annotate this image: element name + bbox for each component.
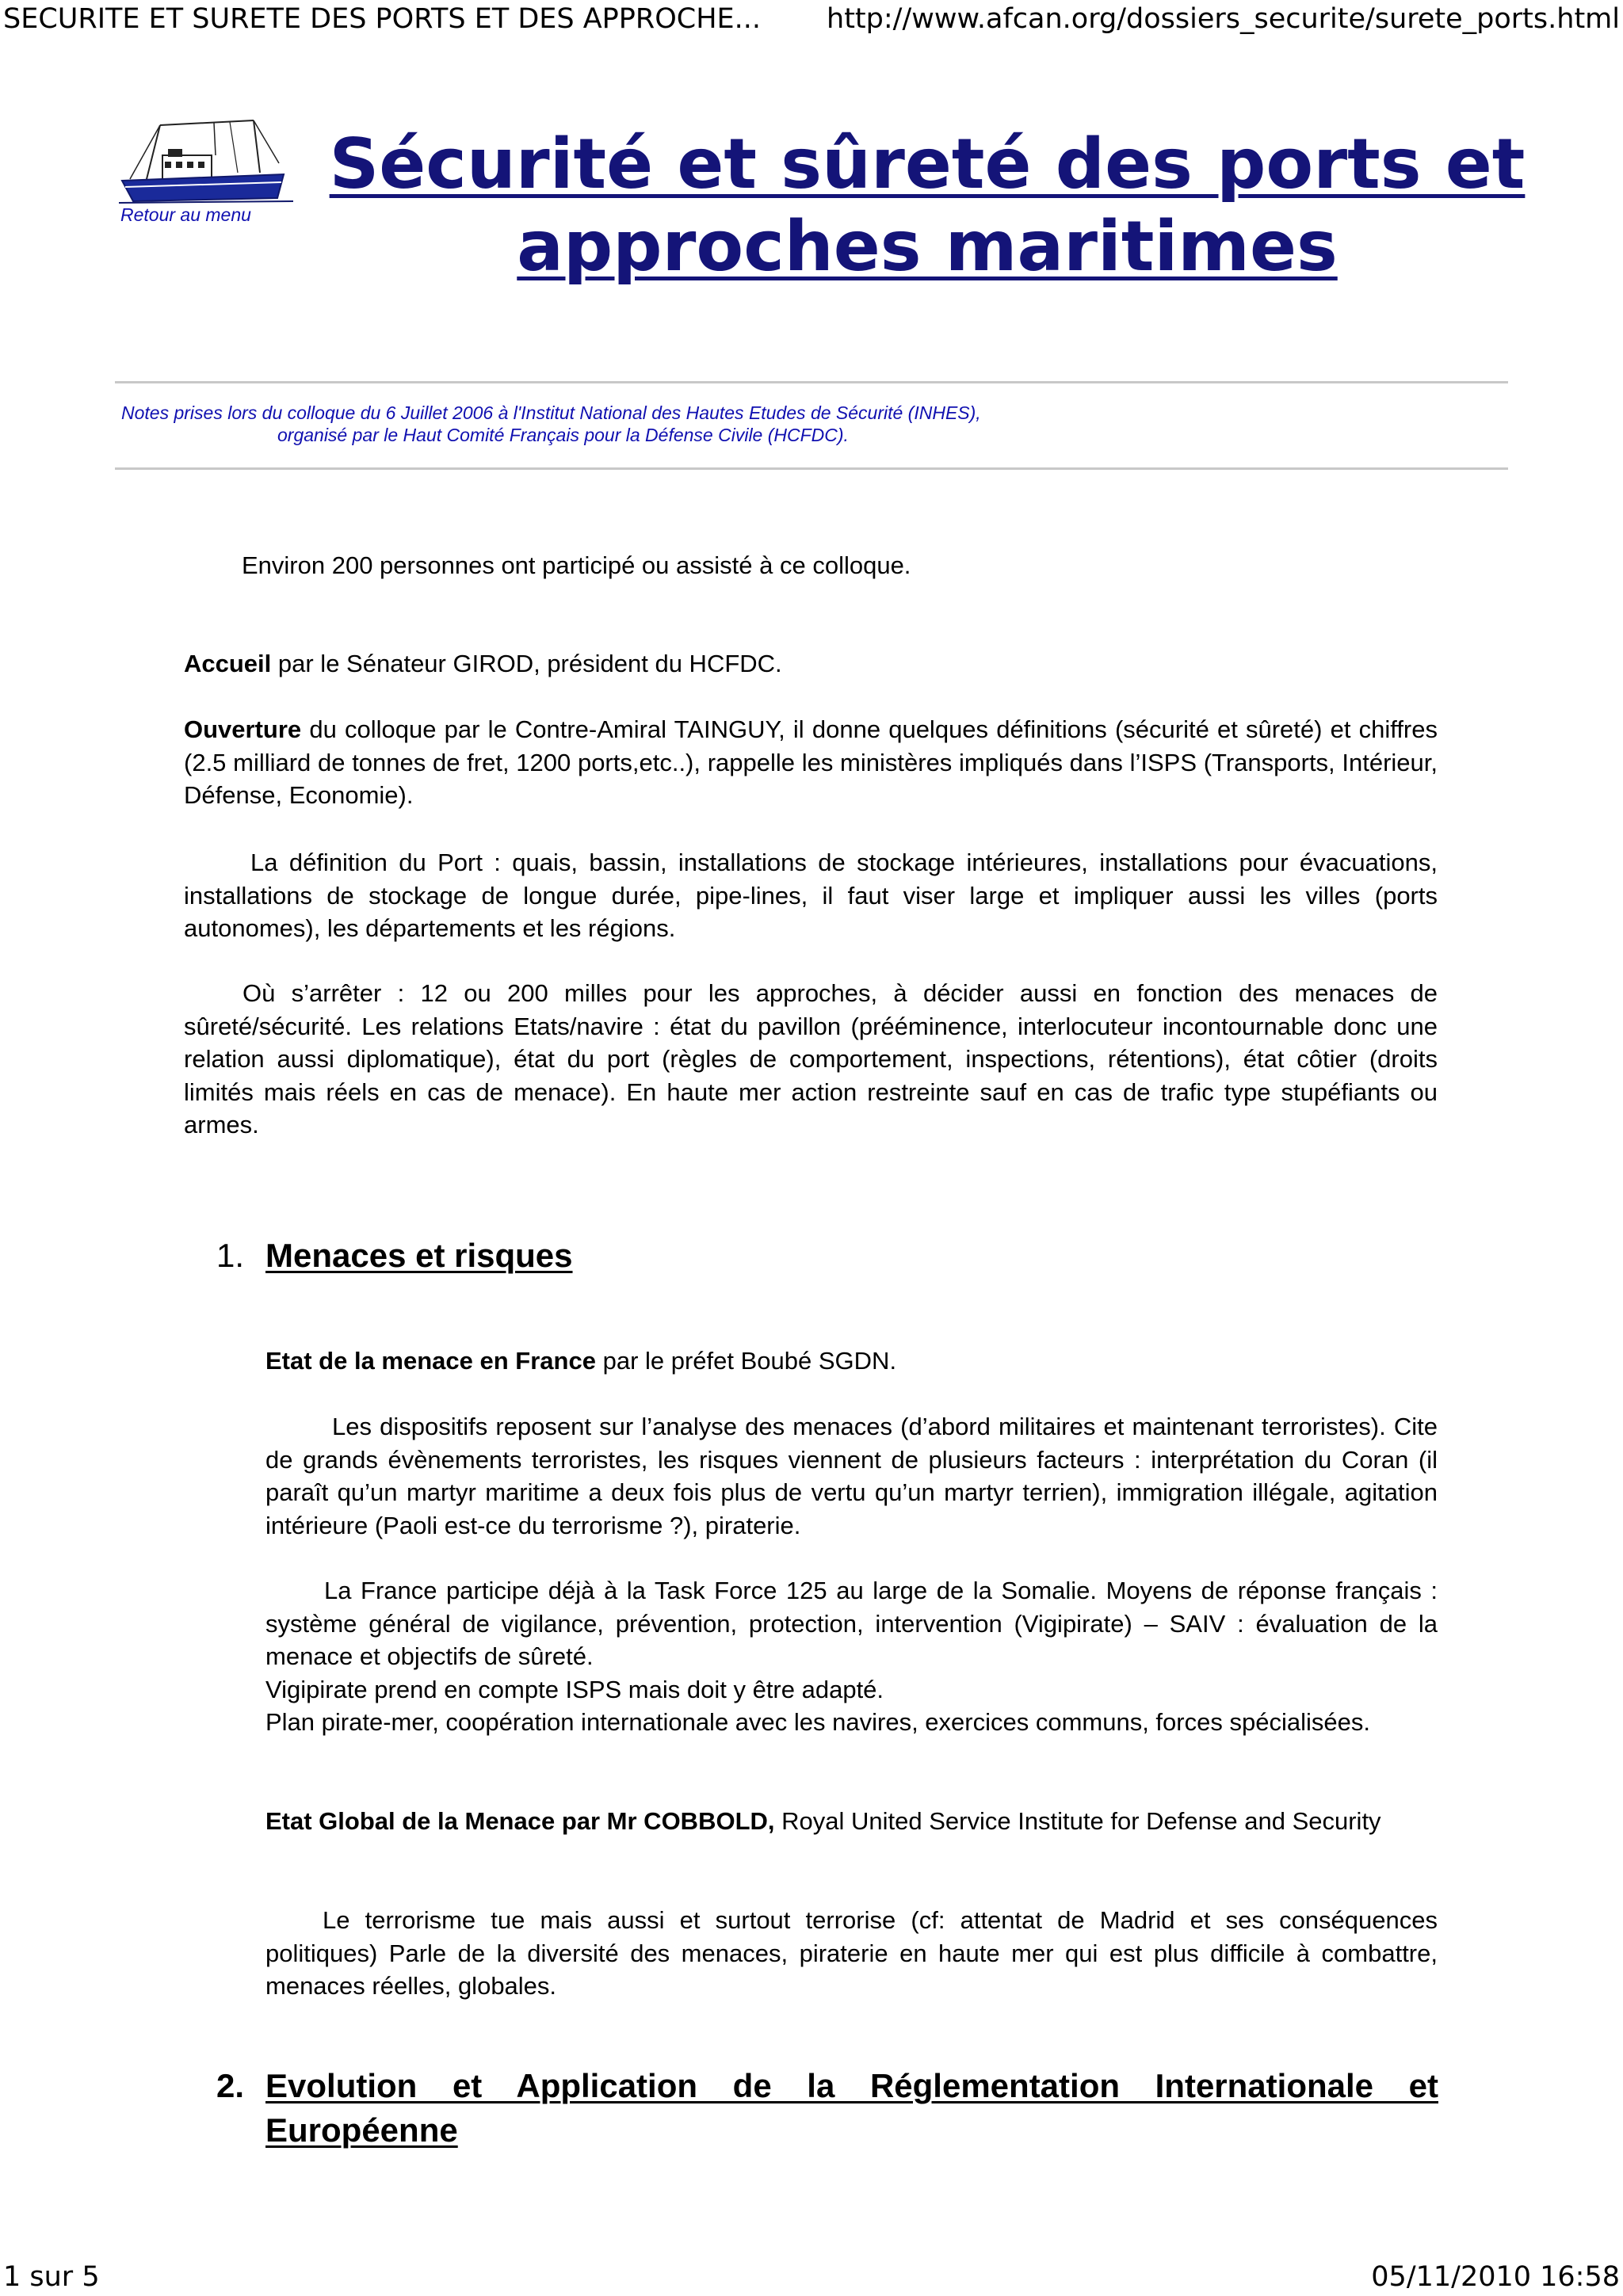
divider-top: [115, 381, 1508, 383]
title-line-2: approches maritimes: [517, 206, 1338, 287]
ouverture-label: Ouverture: [184, 715, 302, 743]
title-line-1: Sécurité et sûreté des ports et: [329, 124, 1526, 204]
page-counter: 1 sur 5: [3, 2261, 100, 2293]
section-1-title: Menaces et risques: [265, 1237, 573, 1274]
plan-pirate-paragraph: Plan pirate-mer, coopération internationale avec les navires, exercices communs, forces spécialisées.: [265, 1708, 1370, 1736]
approaches-paragraph: Où s’arrêter : 12 ou 200 milles pour les approches, à décider aussi en fonction des menaces de sûreté/sécurité. Les relations Etats/navire : état du pavillon (prééminence, interlocuteur incontournable donc une relation aussi diplomatique), état du port (règles de comportement, inspections, rétentions), état côtier (droits limités mais réels en cas de menace). En haute mer action restreinte sauf en cas de trafic type stupéfiants ou armes.: [184, 979, 1438, 1138]
divider-bottom: [115, 467, 1508, 470]
etat-menace-paragraph: [265, 1344, 1438, 1378]
etat-global-label: Etat Global de la Menace par Mr COBBOLD,: [265, 1807, 775, 1835]
page-url: http://www.afcan.org/dossiers_securite/surete_ports.html: [827, 3, 1620, 35]
accueil-text: par le Sénateur GIROD, président du HCFDC.: [271, 650, 782, 677]
page-title: SECURITE ET SURETE DES PORTS ET DES APPROCHE...: [3, 3, 762, 35]
etat-global-paragraph: [265, 1805, 1438, 1838]
document-title: [317, 123, 1537, 288]
dispositifs-paragraph: Les dispositifs reposent sur l’analyse des menaces (d’abord militaires et maintenant terroristes). Cite de grands évènements terroristes, les risques viennent de plusieurs facteurs : interprétation du Coran (il paraît qu’un martyr maritime a deux fois plus de vertu qu’un martyr terrien), immigration illégale, agitation intérieure (Paoli est-ce du terrorisme ?), piraterie.: [265, 1413, 1438, 1539]
accueil-paragraph: [184, 647, 1438, 681]
france-participe-paragraph: La France participe déjà à la Task Force 125 au large de la Somalie. Moyens de réponse français : système général de vigilance, prévention, protection, intervention (Vigipirate) – SAIV : évaluation de la menace et objectifs de sûreté.: [265, 1577, 1438, 1670]
section-1-heading: [216, 1234, 1438, 1278]
section-1-number: 1.: [216, 1237, 245, 1274]
etat-global-text: Royal United Service Institute for Defense and Security: [774, 1807, 1381, 1835]
print-timestamp: 05/11/2010 16:58: [1371, 2261, 1620, 2293]
ouverture-text: du colloque par le Contre-Amiral TAINGUY, il donne quelques définitions (sécurité et sûreté) et chiffres (2.5 milliard de tonnes de fret, 1200 ports,etc..), rappelle les ministères impliqués dans l’ISPS (Transports, Intérieur, Défense, Economie).: [184, 715, 1438, 809]
accueil-label: Accueil: [184, 650, 272, 677]
section-2-number: 2.: [216, 2067, 245, 2104]
section-2-heading: [216, 2064, 1438, 2153]
etat-menace-label: Etat de la menace en France: [265, 1347, 596, 1375]
port-definition-paragraph: La définition du Port : quais, bassin, installations de stockage intérieures, installations pour évacuations, installations de stockage de longue durée, pipe-lines, il faut viser large et impliquer aussi les villes (ports autonomes), les départements et les régions.: [184, 849, 1438, 942]
back-to-menu-link[interactable]: Retour au menu: [120, 204, 251, 225]
vigipirate-line: Vigipirate prend en compte ISPS mais doit y être adapté.: [265, 1676, 884, 1703]
etat-menace-text: par le préfet Boubé SGDN.: [595, 1347, 897, 1375]
section-2-title: Evolution et Application de la Réglementation Internationale et Européenne: [265, 2067, 1438, 2149]
notes-line-1: Notes prises lors du colloque du 6 Juillet 2006 à l'Institut National des Hautes Etudes de Sécurité (INHES),: [121, 402, 981, 423]
terrorisme-paragraph: Le terrorisme tue mais aussi et surtout terrorise (cf: attentat de Madrid et ses conséquences politiques) Parle de la diversité des menaces, piraterie en haute mer qui est plus difficile à combattre, menaces réelles, globales.: [265, 1906, 1438, 2000]
ship-icon[interactable]: [119, 117, 293, 206]
attendance-paragraph: Environ 200 personnes ont participé ou assisté à ce colloque.: [242, 551, 911, 579]
notes-line-2: organisé par le Haut Comité Français pour la Défense Civile (HCFDC).: [277, 425, 849, 445]
ouverture-paragraph: [184, 713, 1438, 812]
